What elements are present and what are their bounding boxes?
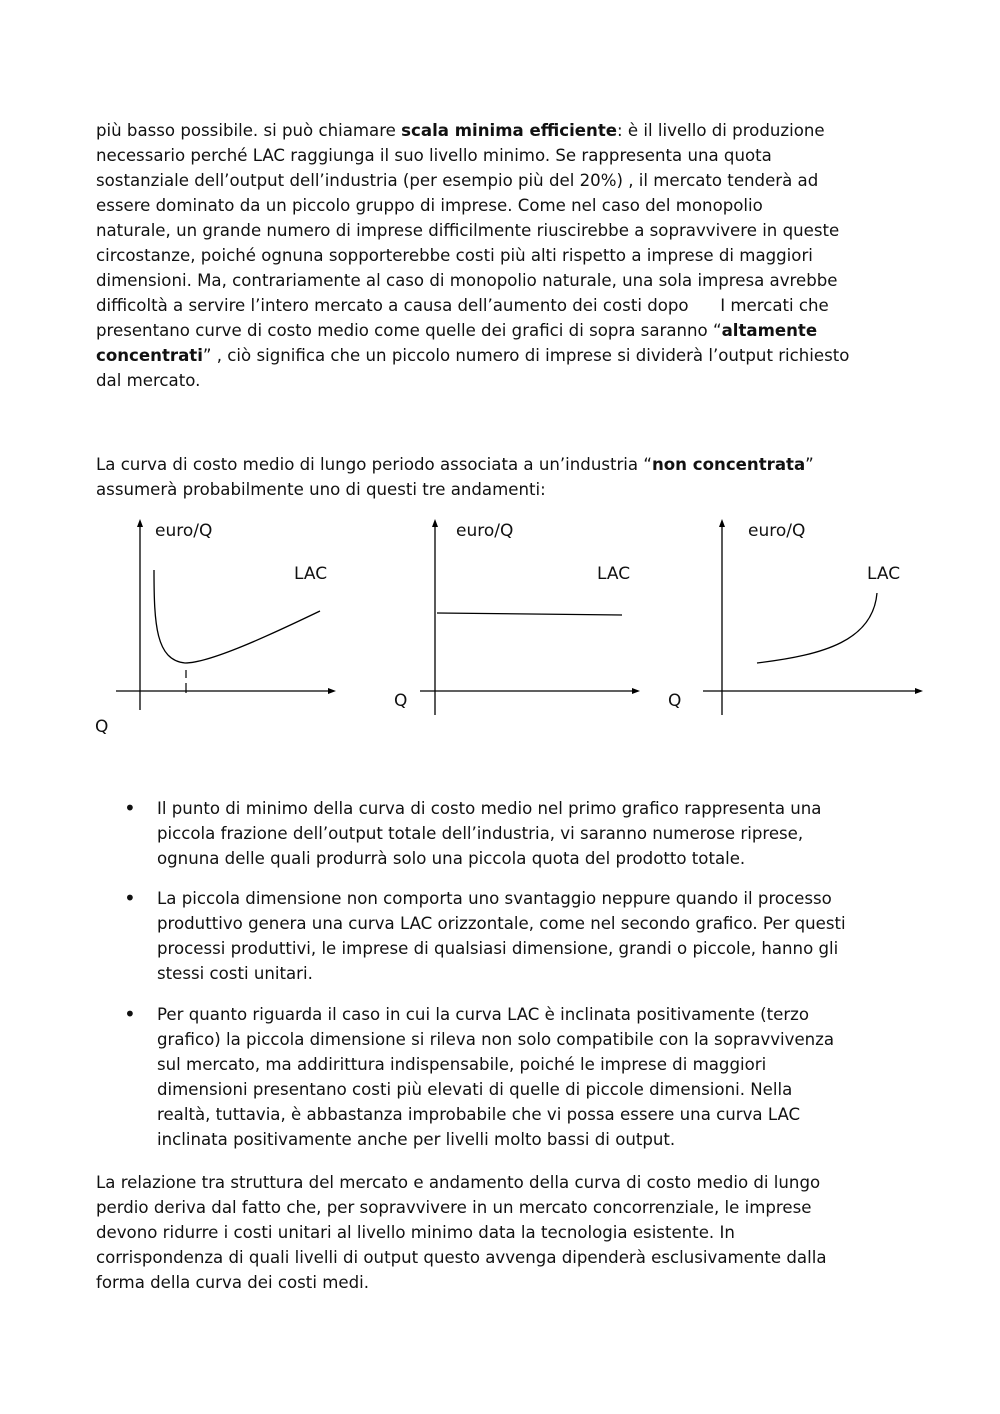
text-run: più basso possibile. si può chiamare [96,121,402,140]
text-line: La piccola dimensione non comporta uno svantaggio neppure quando il processo [157,889,832,908]
y-axis-label: euro/Q [456,521,514,541]
bullet-list-item-2 [120,886,880,986]
text-line: Per quanto riguarda il caso in cui la curva LAC è inclinata positivamente (terzo [157,1005,810,1024]
text-line: La relazione tra struttura del mercato e andamento della curva di costo medio di lungo [96,1173,821,1192]
text-line: sostanziale dell’output dell’industria (per esempio più del 20%) , il mercato tenderà ad [96,171,819,190]
text-line: difficoltà a servire l’intero mercato a causa dell’aumento dei costi dopo I mercati che [96,296,829,315]
text-line: processi produttivi, le imprese di qualsiasi dimensione, grandi o piccole, hanno gli [157,939,839,958]
term-scala-minima-efficiente: scala minima efficiente [401,121,618,140]
term-altamente: altamente [721,321,818,340]
bullet-list-item-1 [120,796,880,871]
paragraph-scala-minima [96,118,902,393]
list-item [120,796,880,871]
text-line: Il punto di minimo della curva di costo medio nel primo grafico rappresenta una [157,799,822,818]
bullet-icon: • [124,796,136,820]
x-axis-label: Q [668,691,682,711]
paragraph-non-concentrata [96,452,902,502]
text-line: stessi costi unitari. [157,964,313,983]
y-axis-arrow [432,519,438,527]
term-non-concentrata: non concentrata [651,455,806,474]
text-line: circostanze, poiché ognuna sopporterebbe costi più alti rispetto a imprese di maggiori [96,246,813,265]
bullet-icon: • [124,886,136,910]
text-run: ” , ciò significa che un piccolo numero di imprese si dividerà l’output richiesto [202,346,850,365]
text-line: ognuna delle quali produrrà solo una piccola quota del prodotto totale. [157,849,746,868]
paragraph-relazione [96,1170,902,1295]
y-axis-label: euro/Q [748,521,806,541]
bullet-list-item-3 [120,1002,880,1152]
text-line: dimensioni presentano costi più elevati di quelle di piccole dimensioni. Nella [157,1080,793,1099]
lac-curve [757,593,877,663]
x-axis-arrow [915,688,923,694]
text-line: dimensioni. Ma, contrariamente al caso di monopolio naturale, una sola impresa avrebbe [96,271,838,290]
lac-label: LAC [597,564,631,584]
text-line: necessario perché LAC raggiunga il suo livello minimo. Se rappresenta una quota [96,146,772,165]
text-line: naturale, un grande numero di imprese difficilmente riuscirebbe a sopravvivere in queste [96,221,840,240]
text-line: corrispondenza di quali livelli di output questo avvenga dipenderà esclusivamente dalla [96,1248,827,1267]
list-item [120,886,880,986]
graph-horizontal-lac [390,515,650,725]
text-line: produttivo genera una curva LAC orizzontale, come nel secondo grafico. Per questi [157,914,846,933]
text-run: La curva di costo medio di lungo periodo associata a un’industria “ [96,455,652,474]
lac-label: LAC [867,564,901,584]
text-run: : è il livello di produzione [617,121,825,140]
y-axis-arrow [137,519,143,527]
text-run: presentano curve di costo medio come quelle dei grafici di sopra saranno “ [96,321,722,340]
text-line: dal mercato. [96,371,201,390]
text-line: sul mercato, ma addirittura indispensabile, poiché le imprese di maggiori [157,1055,767,1074]
y-axis-arrow [719,519,725,527]
x-axis-arrow [632,688,640,694]
y-axis-label: euro/Q [155,521,213,541]
x-axis-arrow [328,688,336,694]
lac-curve [437,613,622,615]
graph-u-shaped-lac [90,515,350,745]
bullet-icon: • [124,1002,136,1026]
text-line: piccola frazione dell’output totale dell’industria, vi saranno numerose riprese, [157,824,804,843]
text-line: grafico) la piccola dimensione si rileva non solo compatibile con la sopravvivenza [157,1030,835,1049]
text-line: perdio deriva dal fatto che, per sopravvivere in un mercato concorrenziale, le imprese [96,1198,812,1217]
text-line: essere dominato da un piccolo gruppo di imprese. Come nel caso del monopolio [96,196,763,215]
text-line: forma della curva dei costi medi. [96,1273,369,1292]
graph-rising-lac [665,515,930,725]
x-axis-label: Q [95,717,109,737]
text-line: assumerà probabilmente uno di questi tre andamenti: [96,480,546,499]
term-concentrati: concentrati [96,346,203,365]
text-line: devono ridurre i costi unitari al livello minimo data la tecnologia esistente. In [96,1223,735,1242]
text-run: ” [805,455,814,474]
x-axis-label: Q [394,691,408,711]
text-line: realtà, tuttavia, è abbastanza improbabile che vi possa essere una curva LAC [157,1105,801,1124]
lac-label: LAC [294,564,328,584]
list-item [120,1002,880,1152]
text-line: inclinata positivamente anche per livelli molto bassi di output. [157,1130,676,1149]
